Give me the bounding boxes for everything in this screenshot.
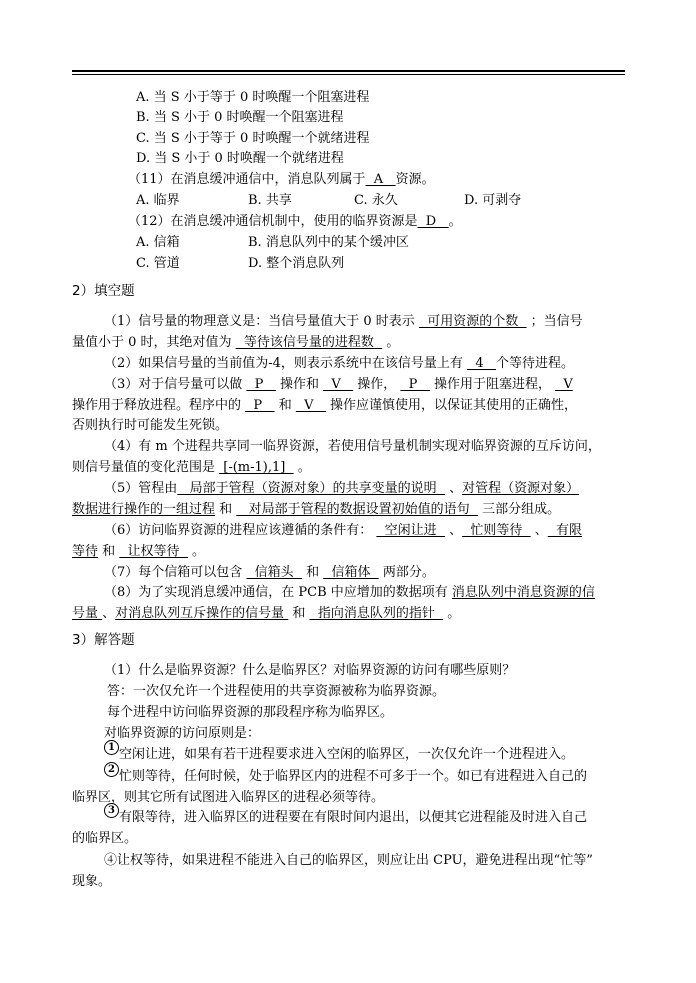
fill-5-line1 <box>104 480 579 497</box>
text: （5）管程由 <box>104 481 178 496</box>
text: （2）如果信号量的当前值为-4，则表示系统中在该信号量上有 <box>104 356 468 371</box>
text: 操作用于阻塞进程， <box>429 377 556 392</box>
text: 操作和 <box>275 377 324 392</box>
text: 。 <box>382 335 400 350</box>
question-11 <box>128 171 435 188</box>
answer-blank: A <box>365 172 396 187</box>
answer-blank: 对局部于管程的数据设置初始值的语句 <box>236 502 478 517</box>
text: （6）访问临界资源的进程应该遵循的条件有： <box>104 523 377 538</box>
q11-option-c: C. 永久 <box>354 193 398 208</box>
option-d: D. 当 S 小于 0 时唤醒一个就绪进程 <box>136 151 344 166</box>
fill-3-line1 <box>104 376 573 393</box>
fill-8-line1 <box>104 584 595 601</box>
q11-option-b: B. 共享 <box>248 193 292 208</box>
answer-blank: P <box>245 398 275 413</box>
answer-blank: 有限 <box>547 523 583 538</box>
fill-6-line2 <box>72 543 205 560</box>
text: 操作用于释放进程。程序中的 <box>72 398 246 413</box>
answer-blank: 空闲让进 <box>376 523 445 538</box>
fill-7 <box>104 564 435 581</box>
text: 忙则等待，任何时候，处于临界区内的进程不可多于一个。如已有进程进入自己的 <box>119 769 588 784</box>
text: 两部分。 <box>378 565 435 580</box>
answer-blank: 可用资源的个数 <box>418 314 527 329</box>
text: （1）信号量的物理意义是：当信号量值大于 0 时表示 <box>104 314 419 329</box>
circled-number: 1 <box>104 740 119 755</box>
text: 、 <box>444 523 463 538</box>
text: 和 <box>288 606 310 621</box>
section-heading-answer: 3）解答题 <box>72 632 135 648</box>
answer-blank: 4 <box>467 356 497 371</box>
fill-4-line2 <box>72 459 311 476</box>
answer-blank: 对管程（资源对象） <box>462 481 580 496</box>
answer-blank: 等待该信号量的进程数 <box>235 335 383 350</box>
q12-option-d: D. 整个消息队列 <box>248 256 345 271</box>
principle-4-line1: ④让权等待，如果进程不能进入自己的临界区，则应让出 CPU，避免进程出现“忙等” <box>104 853 593 868</box>
text: 和 <box>215 502 237 517</box>
q11-option-a: A. 临界 <box>136 193 180 208</box>
text: 操作应谨慎使用，以保证其使用的正确性， <box>325 398 578 413</box>
answer-blank: 消息队列中消息资源的信 <box>451 585 595 600</box>
answer-blank: D <box>417 214 449 229</box>
answer-blank: 等待 <box>72 544 99 559</box>
principle-3-line1 <box>104 803 588 825</box>
fill-3-line2 <box>72 397 577 414</box>
answer-blank: 指向消息队列的指针 <box>309 606 444 621</box>
header-rule-thin <box>72 74 625 75</box>
question-text: （11）在消息缓冲通信中，消息队列属于 <box>128 172 366 187</box>
answer-blank: 号量 <box>72 606 103 621</box>
text: 空闲让进，如果有若干进程要求进入空闲的临界区，一次仅允许一个进程进入。 <box>119 747 575 762</box>
principle-4-line2: 现象。 <box>72 874 112 889</box>
fill-2 <box>104 355 574 372</box>
answer-blank: V <box>323 377 354 392</box>
question-text: 资源。 <box>395 172 435 187</box>
answer-blank: 信箱体 <box>323 565 379 580</box>
answer-question-1: （1）什么是临界资源？什么是临界区？对临界资源的访问有哪些原则？ <box>104 663 516 678</box>
fill-3-line3: 否则执行时可能发生死锁。 <box>72 418 229 433</box>
text: 操作， <box>353 377 401 392</box>
circled-number: 3 <box>104 803 119 818</box>
text: 和 <box>301 565 324 580</box>
header-rule <box>72 70 625 72</box>
text: 个等待进程。 <box>496 356 575 371</box>
fill-1-line1 <box>104 313 583 330</box>
fill-1-line2 <box>72 334 399 351</box>
circled-number: 2 <box>104 762 119 777</box>
fill-6-line1 <box>104 522 582 539</box>
q12-option-a: A. 信箱 <box>136 235 180 250</box>
option-b: B. 当 S 小于 0 时唤醒一个阻塞进程 <box>136 110 344 125</box>
text: 、 <box>102 606 116 621</box>
answer-blank: P <box>246 377 276 392</box>
text: （7）每个信箱可以包含 <box>104 565 247 580</box>
answer-blank: 数据进行操作的一组过程 <box>72 502 216 517</box>
q11-option-d: D. 可剥夺 <box>464 193 522 208</box>
text: （8）为了实现消息缓冲通信，在 PCB 中应增加的数据项有 <box>104 585 452 600</box>
principle-2-line2: 临界区，则其它所有试图进入临界区的进程必须等待。 <box>72 790 385 805</box>
answer-blank: V <box>555 377 573 392</box>
text: 、 <box>530 523 548 538</box>
text: 。 <box>293 460 311 475</box>
answer-blank: P <box>400 377 430 392</box>
fill-4-line1: （4）有 m 个进程共享同一临界资源，若使用信号量机制实现对临界资源的互斥访问， <box>104 439 601 454</box>
text: 和 <box>274 398 296 413</box>
answer-blank: V <box>295 398 326 413</box>
section-heading-fill: 2）填空题 <box>72 283 135 299</box>
text: 有限等待，进入临界区的进程要在有限时间内退出，以便其它进程能及时进入自己 <box>119 810 588 825</box>
q12-option-c: C. 管道 <box>136 256 180 271</box>
question-12 <box>128 213 462 230</box>
text: ；当信号 <box>526 314 583 329</box>
answer-blank: 对消息队列互斥操作的信号量 <box>115 606 289 621</box>
answer-line-2: 每个进程中访问临界资源的那段程序称为临界区。 <box>107 705 394 720</box>
principle-3-line2: 的临界区。 <box>72 831 138 846</box>
question-text: 。 <box>448 214 462 229</box>
text: 。 <box>443 606 461 621</box>
text: 则信号量值的变化范围是 <box>72 460 220 475</box>
answer-blank: 忙则等待 <box>462 523 531 538</box>
answer-blank: 局部于管程（资源对象）的共享变量的说明 <box>177 481 445 496</box>
text: 和 <box>98 544 120 559</box>
text: 。 <box>187 544 205 559</box>
text: 三部分组成。 <box>477 502 561 517</box>
fill-5-line2 <box>72 501 560 518</box>
principle-2-line1 <box>104 762 588 784</box>
text: 量值小于 0 时，其绝对值为 <box>72 335 236 350</box>
answer-blank: 让权等待 <box>119 544 188 559</box>
option-c: C. 当 S 小于等于 0 时唤醒一个就绪进程 <box>136 131 370 146</box>
text: 、 <box>444 481 463 496</box>
question-text: （12）在消息缓冲通信机制中，使用的临界资源是 <box>128 214 418 229</box>
answer-line-1: 答：一次仅允许一个进程使用的共享资源被称为临界资源。 <box>107 684 446 699</box>
option-a: A. 当 S 小于等于 0 时唤醒一个阻塞进程 <box>136 90 370 105</box>
q12-option-b: B. 消息队列中的某个缓冲区 <box>248 235 409 250</box>
text: （3）对于信号量可以做 <box>104 377 247 392</box>
fill-8-line2 <box>72 605 460 622</box>
answer-line-3: 对临界资源的访问原则是： <box>104 726 261 741</box>
answer-blank: 信箱头 <box>246 565 302 580</box>
answer-blank: [-(m-1),1] <box>219 460 294 475</box>
principle-1 <box>104 740 575 762</box>
